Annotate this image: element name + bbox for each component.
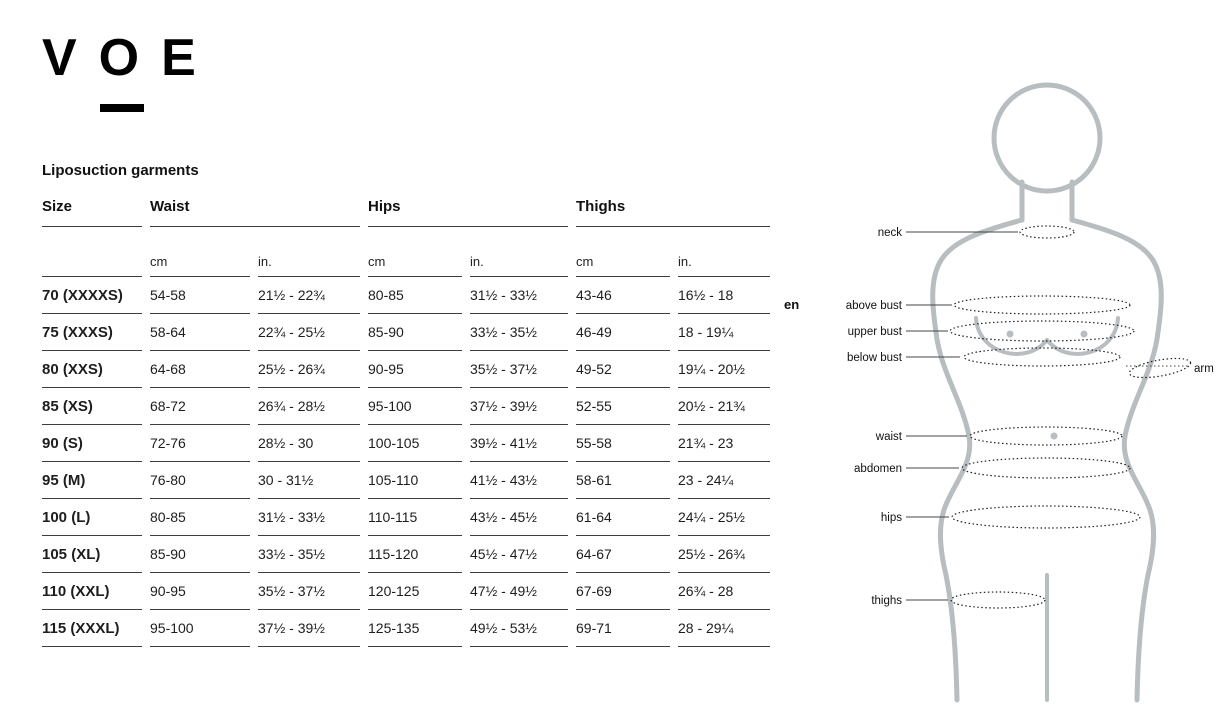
waist-label: waist xyxy=(875,431,902,443)
size-cell: 75 (XXXS) xyxy=(42,314,142,351)
hips-in-unit: in. xyxy=(470,227,568,277)
thighs-cm-cell: 49-52 xyxy=(576,351,670,388)
hips-label: hips xyxy=(880,512,902,524)
waist-cm-cell: 76-80 xyxy=(150,462,250,499)
thighs-label: thighs xyxy=(871,595,902,607)
header-waist: Waist xyxy=(150,198,360,227)
table-row xyxy=(42,277,770,314)
waist-in-cell: 37½ - 39½ xyxy=(258,610,360,647)
units-size-spacer xyxy=(42,227,142,277)
waist-cm-cell: 64-68 xyxy=(150,351,250,388)
waist-in-cell: 35½ - 37½ xyxy=(258,573,360,610)
torso-left-outline xyxy=(933,220,1022,700)
thighs-in-cell: 28 - 29¼ xyxy=(678,610,770,647)
thighs-measure-ellipse xyxy=(951,592,1045,608)
below-bust-measure-ellipse xyxy=(964,348,1120,366)
label-leader-lines xyxy=(906,232,1190,600)
size-cell: 100 (L) xyxy=(42,499,142,536)
above-bust-measure-ellipse xyxy=(954,296,1130,314)
hips-cm-cell: 110-115 xyxy=(368,499,462,536)
thighs-in-cell: 21¾ - 23 xyxy=(678,425,770,462)
waist-cm-cell: 80-85 xyxy=(150,499,250,536)
waist-in-cell: 33½ - 35½ xyxy=(258,536,360,573)
thighs-cm-unit: cm xyxy=(576,227,670,277)
waist-cm-cell: 85-90 xyxy=(150,536,250,573)
thighs-cm-cell: 67-69 xyxy=(576,573,670,610)
size-cell: 85 (XS) xyxy=(42,388,142,425)
table-units-row xyxy=(42,227,770,277)
waist-in-cell: 22¾ - 25½ xyxy=(258,314,360,351)
head-outline xyxy=(994,85,1100,191)
table-row xyxy=(42,462,770,499)
table-header-row xyxy=(42,198,770,227)
logo-text: VOE xyxy=(42,29,218,87)
body-outline xyxy=(933,85,1162,700)
page-title: Liposuction garments xyxy=(42,162,199,179)
hips-in-cell: 31½ - 33½ xyxy=(470,277,568,314)
hips-in-cell: 47½ - 49½ xyxy=(470,573,568,610)
size-cell: 105 (XL) xyxy=(42,536,142,573)
thighs-in-cell: 23 - 24¼ xyxy=(678,462,770,499)
arm-measure-ellipse xyxy=(1128,355,1192,382)
table-row xyxy=(42,573,770,610)
hips-in-cell: 43½ - 45½ xyxy=(470,499,568,536)
waist-in-cell: 21½ - 22¾ xyxy=(258,277,360,314)
thighs-cm-cell: 69-71 xyxy=(576,610,670,647)
table-row xyxy=(42,610,770,647)
hips-cm-cell: 120-125 xyxy=(368,573,462,610)
table-row xyxy=(42,499,770,536)
navel-dot xyxy=(1051,433,1058,440)
neck-label: neck xyxy=(877,227,902,239)
waist-in-cell: 28½ - 30 xyxy=(258,425,360,462)
size-cell: 110 (XXL) xyxy=(42,573,142,610)
thighs-in-cell: 16½ - 18 xyxy=(678,277,770,314)
thighs-cm-cell: 61-64 xyxy=(576,499,670,536)
arm-label: arm xyxy=(1194,363,1214,375)
bust-point-dot xyxy=(1081,331,1088,338)
thighs-in-unit: in. xyxy=(678,227,770,277)
hips-cm-cell: 115-120 xyxy=(368,536,462,573)
body-measurement-diagram xyxy=(830,70,1230,724)
header-size: Size xyxy=(42,198,142,227)
abdomen-label: abdomen xyxy=(854,463,902,475)
hips-measure-ellipse xyxy=(952,506,1140,528)
torso-right-outline xyxy=(1072,220,1161,700)
upper-bust-label: upper bust xyxy=(847,326,902,338)
hips-in-cell: 33½ - 35½ xyxy=(470,314,568,351)
waist-cm-cell: 68-72 xyxy=(150,388,250,425)
thighs-cm-cell: 55-58 xyxy=(576,425,670,462)
below-bust-label: below bust xyxy=(847,352,902,364)
size-table xyxy=(42,198,770,647)
thighs-in-cell: 26¾ - 28 xyxy=(678,573,770,610)
neck-measure-ellipse xyxy=(1020,226,1074,238)
hips-in-cell: 49½ - 53½ xyxy=(470,610,568,647)
thighs-cm-cell: 64-67 xyxy=(576,536,670,573)
waist-cm-cell: 90-95 xyxy=(150,573,250,610)
waist-cm-cell: 95-100 xyxy=(150,610,250,647)
hips-cm-cell: 85-90 xyxy=(368,314,462,351)
voe-logo xyxy=(42,30,218,87)
table-row xyxy=(42,536,770,573)
waist-cm-cell: 72-76 xyxy=(150,425,250,462)
waist-in-cell: 25½ - 26¾ xyxy=(258,351,360,388)
waist-in-cell: 31½ - 33½ xyxy=(258,499,360,536)
waist-measure-ellipse xyxy=(970,427,1122,445)
thighs-cm-cell: 52-55 xyxy=(576,388,670,425)
table-row xyxy=(42,314,770,351)
hips-cm-cell: 95-100 xyxy=(368,388,462,425)
hips-cm-cell: 105-110 xyxy=(368,462,462,499)
logo-underline xyxy=(100,104,144,112)
language-indicator[interactable]: en xyxy=(784,297,800,312)
thighs-in-cell: 19¼ - 20½ xyxy=(678,351,770,388)
thighs-cm-cell: 43-46 xyxy=(576,277,670,314)
hips-cm-cell: 90-95 xyxy=(368,351,462,388)
hips-in-cell: 45½ - 47½ xyxy=(470,536,568,573)
header-hips: Hips xyxy=(368,198,568,227)
thighs-in-cell: 24¼ - 25½ xyxy=(678,499,770,536)
reference-dots xyxy=(1007,331,1088,440)
waist-cm-cell: 58-64 xyxy=(150,314,250,351)
hips-in-cell: 35½ - 37½ xyxy=(470,351,568,388)
table-row xyxy=(42,425,770,462)
waist-cm-unit: cm xyxy=(150,227,250,277)
above-bust-label: above bust xyxy=(845,300,902,312)
thighs-in-cell: 18 - 19¼ xyxy=(678,314,770,351)
thighs-cm-cell: 58-61 xyxy=(576,462,670,499)
measurement-ellipses xyxy=(950,226,1192,608)
waist-cm-cell: 54-58 xyxy=(150,277,250,314)
bust-point-dot xyxy=(1007,331,1014,338)
size-cell: 95 (M) xyxy=(42,462,142,499)
table-row xyxy=(42,351,770,388)
hips-in-cell: 41½ - 43½ xyxy=(470,462,568,499)
thighs-in-cell: 20½ - 21¾ xyxy=(678,388,770,425)
waist-in-cell: 30 - 31½ xyxy=(258,462,360,499)
table-row xyxy=(42,388,770,425)
header-thighs: Thighs xyxy=(576,198,770,227)
thighs-cm-cell: 46-49 xyxy=(576,314,670,351)
waist-in-unit: in. xyxy=(258,227,360,277)
waist-in-cell: 26¾ - 28½ xyxy=(258,388,360,425)
thighs-in-cell: 25½ - 26¾ xyxy=(678,536,770,573)
hips-cm-unit: cm xyxy=(368,227,462,277)
size-cell: 80 (XXS) xyxy=(42,351,142,388)
hips-cm-cell: 100-105 xyxy=(368,425,462,462)
size-cell: 115 (XXXL) xyxy=(42,610,142,647)
hips-in-cell: 37½ - 39½ xyxy=(470,388,568,425)
size-cell: 90 (S) xyxy=(42,425,142,462)
size-cell: 70 (XXXXS) xyxy=(42,277,142,314)
hips-cm-cell: 80-85 xyxy=(368,277,462,314)
hips-in-cell: 39½ - 41½ xyxy=(470,425,568,462)
hips-cm-cell: 125-135 xyxy=(368,610,462,647)
abdomen-measure-ellipse xyxy=(962,458,1130,478)
